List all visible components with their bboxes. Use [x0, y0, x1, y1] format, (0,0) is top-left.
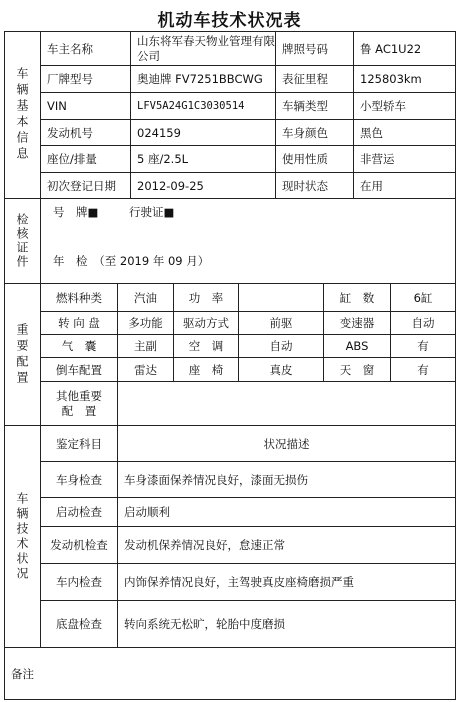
- seat-value: 5 座/2.5L: [137, 152, 189, 166]
- verify-section-label: 检核证件: [15, 213, 29, 269]
- ac-label: 空 调: [188, 339, 224, 353]
- owner-label: 车主名称: [47, 41, 93, 56]
- mileage-value: 125803km: [360, 72, 422, 86]
- steering-label: 转 向 盘: [58, 316, 100, 330]
- fuel-label: 燃料种类: [56, 290, 102, 305]
- power-value: [239, 284, 323, 311]
- vin-value: LFV5A24G1C3030514: [137, 100, 245, 112]
- cylinder-value: 6缸: [413, 290, 433, 305]
- technical-status-table: [4, 31, 456, 700]
- engine-value: 024159: [137, 125, 181, 140]
- check-item-header: 鉴定科目: [56, 436, 102, 451]
- check-desc-header: 状况描述: [263, 436, 310, 451]
- type-value: 小型轿车: [360, 99, 406, 113]
- mileage-label: 表征里程: [282, 72, 328, 86]
- ac-value: 自动: [269, 339, 293, 353]
- remark-value: [55, 648, 455, 699]
- verify-inspection: 年 检 （至 2019 年 09 月）: [53, 254, 210, 268]
- use-value: 非营运: [360, 152, 395, 166]
- vin-label: VIN: [47, 99, 67, 113]
- type-label: 车辆类型: [282, 99, 328, 113]
- check-row-item: 车内检查: [56, 575, 102, 589]
- status-label: 现时状态: [282, 178, 328, 193]
- drive-value: 前驱: [269, 316, 293, 330]
- check-row-desc: 发动机保养情况良好，怠速正常: [124, 538, 285, 552]
- status-value: 在用: [360, 178, 383, 193]
- model-label: 厂牌型号: [47, 72, 93, 86]
- remark-label: 备注: [11, 666, 34, 681]
- check-row-item: 启动检查: [56, 505, 102, 519]
- power-label: 功 率: [188, 290, 224, 305]
- sunroof-value: 有: [417, 362, 429, 377]
- check-row-item: 发动机检查: [50, 538, 108, 552]
- transmission-value: 自动: [411, 316, 435, 330]
- color-value: 黑色: [360, 125, 383, 140]
- registration-value: 2012-09-25: [137, 178, 204, 193]
- seat-config-label: 座 椅: [188, 362, 224, 377]
- check-row-desc: 内饰保养情况良好，主驾驶真皮座椅磨损严重: [124, 575, 354, 589]
- fuel-value: 汽油: [134, 290, 157, 305]
- seat-config-value: 真皮: [269, 362, 293, 377]
- reverse-value: 雷达: [134, 362, 157, 377]
- plate-label: 牌照号码: [282, 41, 328, 56]
- model-value: 奥迪牌 FV7251BBCWG: [137, 72, 263, 86]
- owner-value: 山东将军春天物业管理有限公司: [137, 33, 275, 63]
- drive-label: 驱动方式: [183, 316, 229, 330]
- use-label: 使用性质: [282, 152, 328, 166]
- other-config-label: 其他重要配 置: [56, 388, 102, 418]
- seat-label: 座位/排量: [47, 152, 97, 166]
- registration-label: 初次登记日期: [47, 178, 116, 193]
- check-section-label: 车辆技术状况: [15, 491, 29, 582]
- vehicle-info-section-label: 车辆基本信息: [15, 67, 29, 163]
- airbag-label: 气 囊: [61, 339, 97, 353]
- check-row-desc: 车身漆面保养情况良好，漆面无损伤: [124, 472, 308, 487]
- airbag-value: 主副: [134, 339, 157, 353]
- transmission-label: 变速器: [339, 316, 375, 330]
- sunroof-label: 天 窗: [339, 362, 375, 377]
- check-row-item: 车身检查: [56, 472, 102, 487]
- verify-plate-item: 号 牌■: [53, 205, 99, 219]
- color-label: 车身颜色: [282, 125, 328, 140]
- plate-value: 鲁 AC1U22: [360, 41, 422, 56]
- verify-license-item: 行驶证■: [129, 205, 175, 219]
- abs-value: 有: [417, 339, 429, 353]
- abs-label: ABS: [345, 339, 369, 353]
- engine-label: 发动机号: [47, 125, 93, 140]
- cylinder-label: 缸 数: [339, 290, 375, 305]
- check-row-desc: 启动顺利: [124, 505, 170, 519]
- check-row-desc: 转向系统无松旷，轮胎中度磨损: [124, 617, 285, 631]
- steering-value: 多功能: [128, 316, 163, 330]
- check-row-item: 底盘检查: [56, 617, 102, 631]
- page-title: 机动车技术状况表: [157, 11, 302, 31]
- config-section-label: 重要配置: [15, 322, 29, 387]
- other-config-value: [118, 382, 455, 425]
- reverse-label: 倒车配置: [56, 362, 102, 377]
